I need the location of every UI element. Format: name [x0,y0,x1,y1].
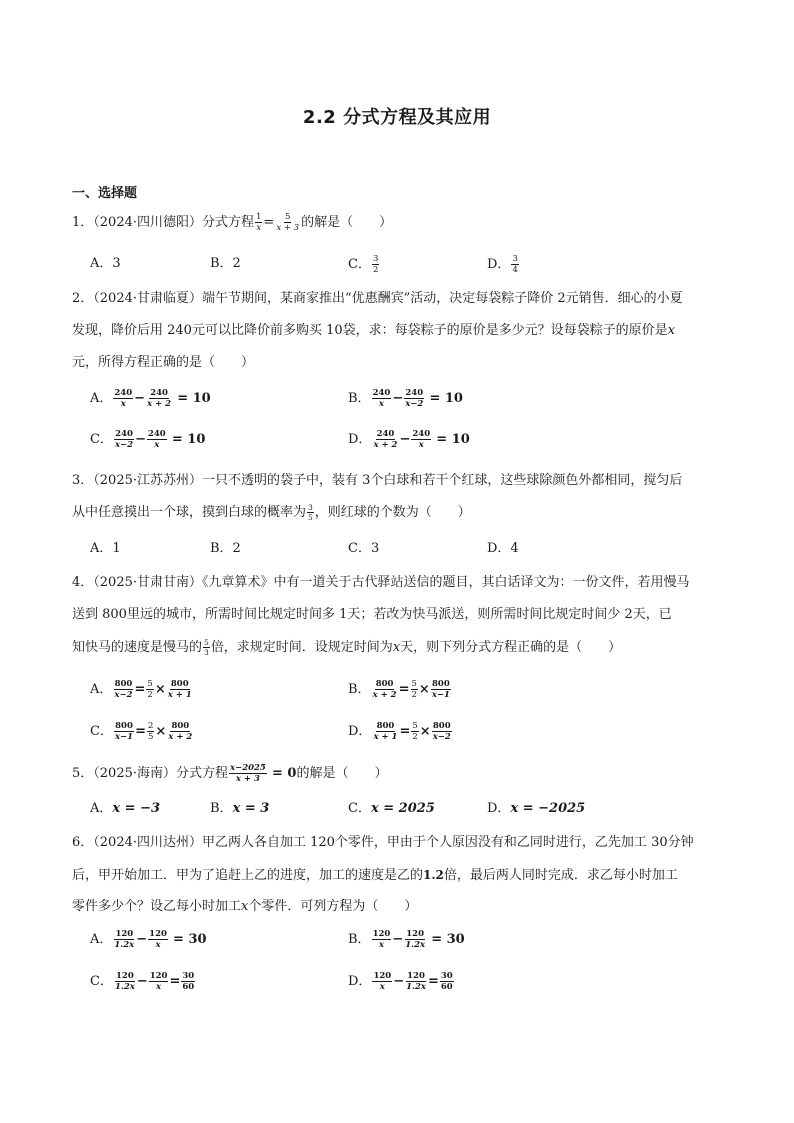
fraction: $\frac{800}{x + 1}$ [373,721,398,742]
fraction: $\frac{800}{x-2}$ [114,679,133,700]
question-2-line-2: 发现，降价后用 240元可以比降价前多购买 10袋，求：每袋粽子的原价是多少元？设每袋粽子的原价是x [72,323,675,338]
fraction: $\frac{240}{x}$ [114,388,133,409]
fraction: $\frac{3}{5}$ [308,503,313,522]
fraction: $\frac{30}{60}$ [182,971,195,992]
fraction: $\frac{120}{x}$ [149,929,167,950]
option-d: D．4 [487,541,519,556]
fraction: $\frac{800}{x-1}$ [431,679,450,700]
option-b: B．x = 3 [210,801,270,816]
fraction: $\frac{240}{x}$ [147,429,166,450]
fraction: $\frac{x-2025}{x + 3}$ [230,763,266,784]
question-3-line-2: 从中任意摸出一个球，摸到白球的概率为 $\frac{3}{5}$ ，则红球的个数为（ ） [72,503,471,522]
fraction: $\frac{120}{x}$ [373,971,392,992]
question-1: 1．（2024·四川德阳）分式方程 $\frac{1}{x}$ = $\frac{5}{x + 3}$ 的解是（ ） [72,212,393,233]
option-c: C．x = 2025 [348,801,435,816]
fraction: $\frac{240}{x}$ [412,429,431,450]
fraction: $\frac{240}{x-2}$ [114,429,134,450]
option-c: C．3 [348,541,380,556]
fraction: $\frac{240}{x + 2}$ [373,429,398,450]
option-d: D． $\frac{3}{4}$ [487,254,518,275]
fraction: $\frac{30}{60}$ [440,971,453,992]
option-b: B．2 [210,256,241,271]
option-b: B．2 [210,541,241,556]
question-1-stem: 1．（2024·四川德阳）分式方程 [72,215,254,230]
option-a: A．x = −3 [90,801,161,816]
page-title: 2.2 分式方程及其应用 [302,107,492,128]
option-d: D． $\frac{120}{x}$ − $\frac{120}{1.2x}$ = $\frac{30}{60}$ [348,971,453,992]
question-4-line-2: 送到 800里远的城市，所需时间比规定时间多 1天；若改为快马派送，则所需时间比规定时间少 2天，已 [72,607,672,622]
option-a: A． $\frac{120}{1.2x}$ − $\frac{120}{x}$ = 30 [90,929,207,950]
section-heading: 一、选择题 [72,186,138,201]
option-b: B． $\frac{120}{x}$ − $\frac{120}{1.2x}$ = 30 [348,929,465,950]
option-a: A．3 [90,256,121,271]
fraction: $\frac{800}{x-1}$ [114,721,134,742]
fraction: $\frac{800}{x + 1}$ [167,679,192,700]
fraction: $\frac{3}{2}$ [372,254,379,275]
question-3-line-1: 3．（2025·江苏苏州）一只不透明的袋子中，装有 3个白球和若干个红球，这些球除颜色外都相同，搅匀后 [72,473,683,488]
option-a: A．1 [90,541,121,556]
option-a: A． $\frac{800}{x-2}$ = $\frac{5}{2}$ × $\frac{800}{x + 1}$ [90,679,192,700]
fraction: $\frac{5}{x + 3}$ [276,212,300,233]
question-6-line-1: 6．（2024·四川达州）甲乙两人各自加工 120个零件，甲由于个人原因没有和乙同时进行，乙先加工 30分钟 [72,835,694,850]
fraction: $\frac{120}{x}$ [372,929,391,950]
question-2-line-1: 2．（2024·甘肃临夏）端午节期间，某商家推出“优惠酬宾”活动，决定每袋粽子降价 2元销售．细心的小夏 [72,291,683,306]
question-2-line-3: 元，所得方程正确的是（ ） [72,355,255,370]
option-b: B． $\frac{800}{x + 2}$ = $\frac{5}{2}$ × $\frac{800}{x-1}$ [348,679,450,700]
question-5: 5．（2025·海南）分式方程 $\frac{x-2025}{x + 3}$ = 0的解是（ ） [72,763,388,784]
option-c: C． $\frac{120}{1.2x}$ − $\frac{120}{x}$ = $\frac{30}{60}$ [90,971,195,992]
question-4-line-3: 知快马的速度是慢马的 $\frac{5}{3}$ 倍，求规定时间．设规定时间为x天，则下列分式方程正确的是（ ） [72,638,622,657]
fraction: $\frac{2}{5}$ [147,721,154,742]
option-c: C． $\frac{240}{x-2}$ − $\frac{240}{x}$ = 10 [90,429,206,450]
fraction: $\frac{120}{1.2x}$ [114,971,135,992]
fraction: $\frac{5}{2}$ [147,679,153,700]
option-a: A． $\frac{240}{x}$ − $\frac{240}{x + 2}$ = 10 [90,388,211,409]
option-c: C． $\frac{3}{2}$ [348,254,379,275]
option-b: B． $\frac{240}{x}$ − $\frac{240}{x-2}$ = 10 [348,388,463,409]
fraction: $\frac{120}{x}$ [149,971,168,992]
fraction: $\frac{240}{x-2}$ [405,388,424,409]
fraction: $\frac{120}{1.2x}$ [114,929,135,950]
fraction: $\frac{800}{x-2}$ [432,721,451,742]
option-d: D．x = −2025 [487,801,586,816]
question-6-line-3: 零件多少个？设乙每小时加工x个零件．可列方程为（ ） [72,899,418,914]
fraction: $\frac{3}{4}$ [512,254,518,275]
option-d: D． $\frac{800}{x + 1}$ = $\frac{5}{2}$ × $\frac{800}{x-2}$ [348,721,451,742]
question-6-line-2: 后，甲开始加工．甲为了追赶上乙的进度，加工的速度是乙的1.2倍，最后两人同时完成．求乙每小时加工 [72,868,678,883]
fraction: $\frac{240}{x}$ [372,388,391,409]
fraction: $\frac{800}{x + 2}$ [372,679,397,700]
fraction: $\frac{5}{3}$ [204,638,209,657]
fraction: $\frac{120}{1.2x}$ [406,971,426,992]
option-c: C． $\frac{800}{x-1}$ = $\frac{2}{5}$ × $\frac{800}{x + 2}$ [90,721,193,742]
fraction: $\frac{240}{x + 2}$ [147,388,172,409]
option-d: D． $\frac{240}{x + 2}$ − $\frac{240}{x}$ = 10 [348,429,470,450]
fraction: $\frac{120}{1.2x}$ [405,929,426,950]
question-4-line-1: 4．（2025·甘肃甘南）《九章算术》中有一道关于古代驿站送信的题目，其白话译文为：一份文件，若用慢马 [72,575,690,590]
fraction: $\frac{5}{2}$ [412,721,418,742]
fraction: $\frac{800}{x + 2}$ [168,721,193,742]
fraction: $\frac{1}{x}$ [256,212,262,233]
fraction: $\frac{5}{2}$ [411,679,417,700]
